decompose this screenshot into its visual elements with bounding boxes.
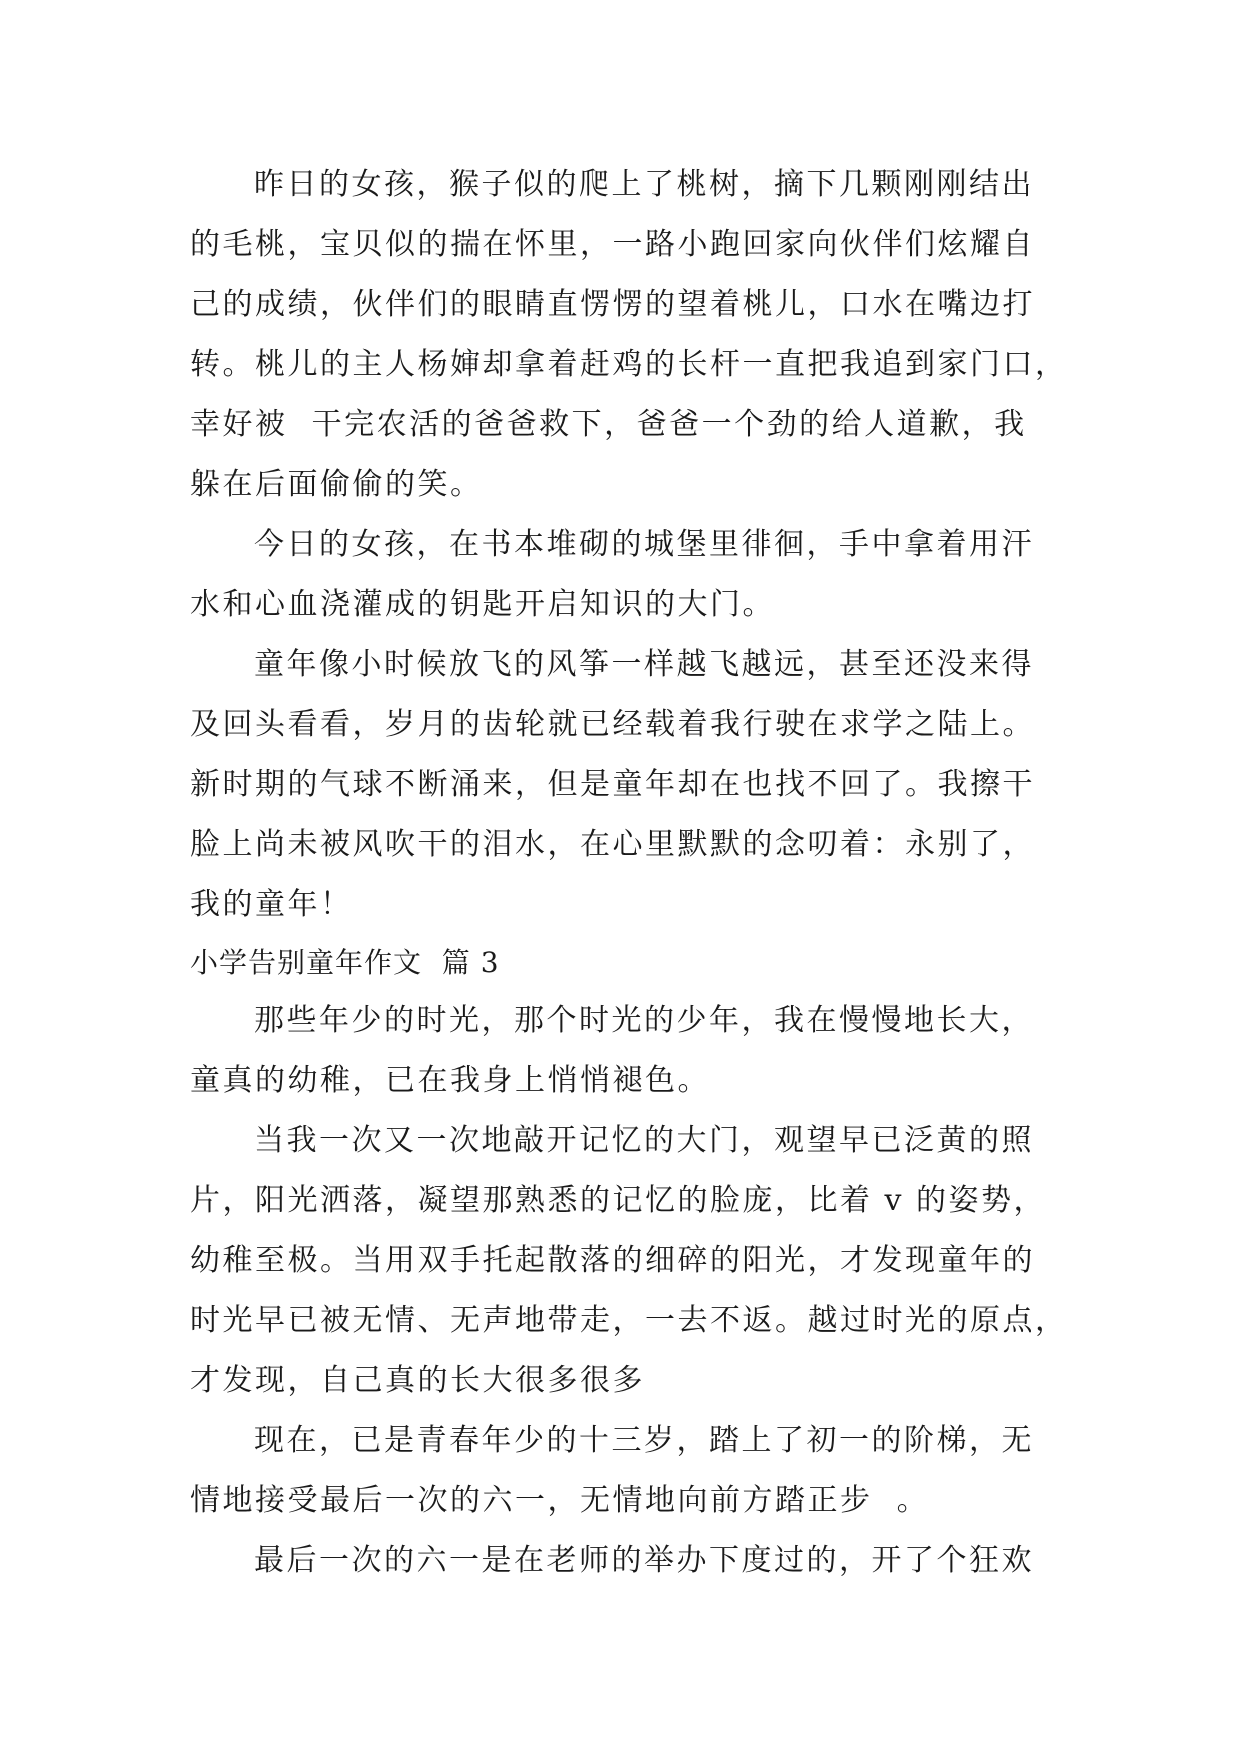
paragraph-line: 那些年少的时光，那个时光的少年，我在慢慢地长大， [254,1003,1034,1038]
paragraph-line: 水和心血浇灌成的钥匙开启知识的大门。 [190,587,775,622]
paragraph-line: 当我一次又一次地敲开记忆的大门，观望早已泛黄的照 [254,1123,1034,1158]
paragraph-line: 及回头看看，岁月的齿轮就已经载着我行驶在求学之陆上。 [190,707,1035,742]
paragraph-line: 幼稚至极。当用双手托起散落的细碎的阳光，才发现童年的 [190,1243,1035,1278]
paragraph-line: 转。桃儿的主人杨婶却拿着赶鸡的长杆一直把我追到家门口， [190,347,1068,382]
paragraph-line: 片，阳光洒落，凝望那熟悉的记忆的脸庞，比着 v 的姿势， [190,1183,1047,1218]
paragraph-line: 才发现，自己真的长大很多很多 [190,1363,645,1398]
paragraph-line: 新时期的气球不断涌来，但是童年却在也找不回了。我擦干 [190,767,1035,802]
paragraph-line: 现在，已是青春年少的十三岁，踏上了初一的阶梯，无 [254,1423,1034,1458]
paragraph-line: 最后一次的六一是在老师的举办下度过的，开了个狂欢 [254,1543,1034,1578]
paragraph-line: 昨日的女孩，猴子似的爬上了桃树，摘下几颗刚刚结出 [254,167,1034,202]
paragraph-line: 己的成绩，伙伴们的眼睛直愣愣的望着桃儿，口水在嘴边打 [190,287,1035,322]
paragraph-line: 童年像小时候放飞的风筝一样越飞越远，甚至还没来得 [254,647,1034,682]
paragraph-line: 脸上尚未被风吹干的泪水，在心里默默的念叨着：永别了， [190,827,1035,862]
paragraph-line: 童真的幼稚，已在我身上悄悄褪色。 [190,1063,710,1098]
paragraph-line: 时光早已被无情、无声地带走，一去不返。越过时光的原点， [190,1303,1068,1338]
paragraph-line: 我的童年！ [190,887,353,922]
paragraph-line: 的毛桃，宝贝似的揣在怀里，一路小跑回家向伙伴们炫耀自 [190,227,1035,262]
paragraph-line: 幸好被 干完农活的爸爸救下，爸爸一个劲的给人道歉，我 [190,407,1027,442]
paragraph-line: 今日的女孩，在书本堆砌的城堡里徘徊，手中拿着用汗 [254,527,1034,562]
document-body [190,155,1070,1591]
section-title: 小学告别童年作文 篇 3 [190,946,500,979]
paragraph-line: 躲在后面偷偷的笑。 [190,467,483,502]
paragraph-line: 情地接受最后一次的六一，无情地向前方踏正步 。 [190,1483,930,1518]
